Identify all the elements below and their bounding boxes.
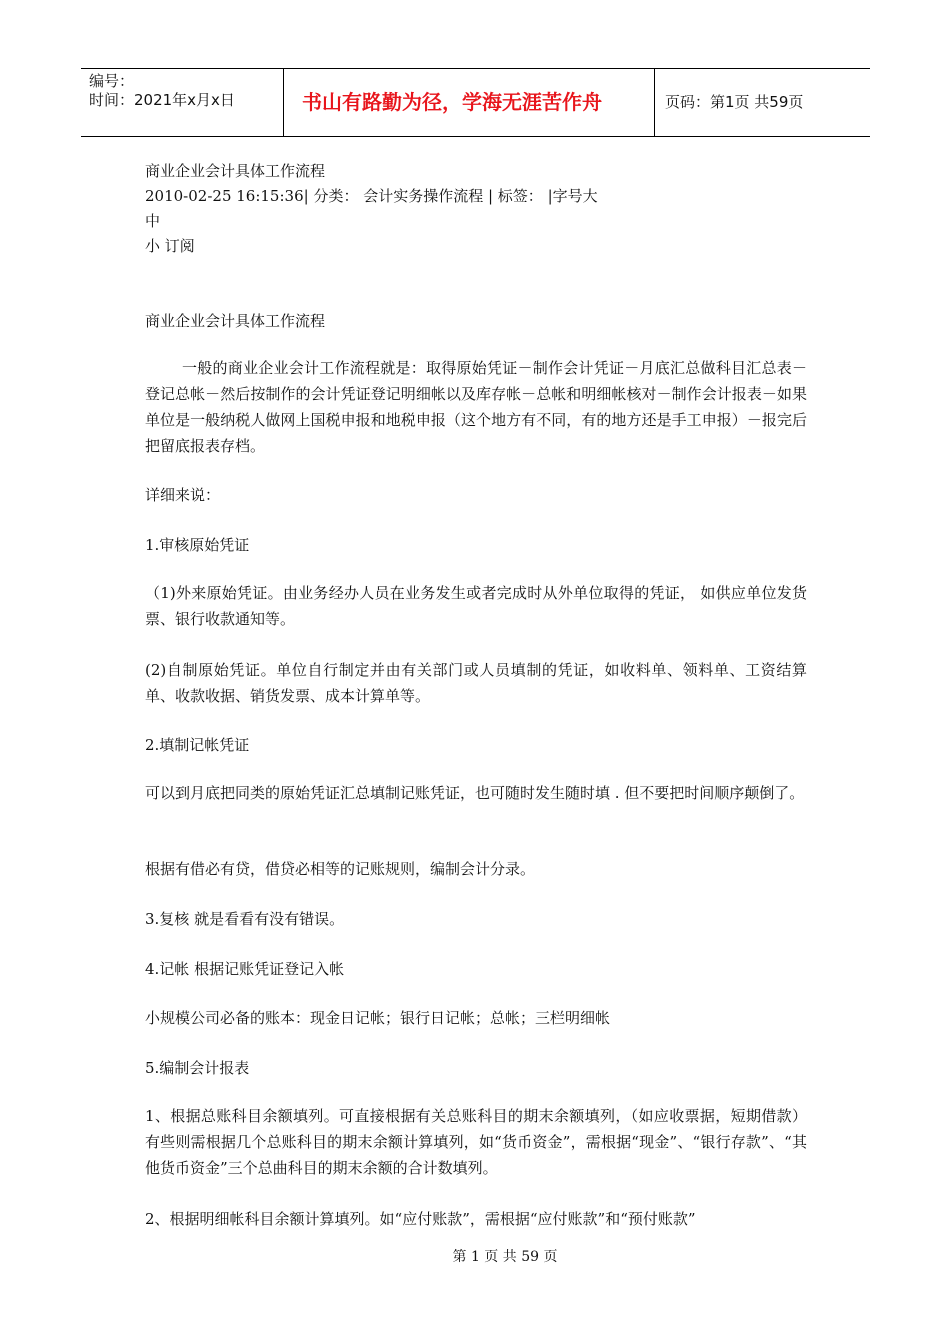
doc-title: 商业企业会计具体工作流程 <box>145 312 326 330</box>
section-2-para-b: 根据有借必有贷，借贷必相等的记账规则，编制会计分录。 <box>145 860 536 878</box>
header-page-info: 页码：第1页 共59页 <box>665 93 804 111</box>
page-header <box>81 68 870 137</box>
doc-meta-line: 2010-02-25 16:15:36| 分类： 会计实务操作流程 | 标签： |字号大 <box>145 187 598 205</box>
section-5-para-b: 2、根据明细帐科目余额计算填列。如“应付账款”，需根据“应付账款”和“预付账款” <box>145 1210 696 1228</box>
section-2-para-a: 可以到月底把同类的原始凭证汇总填制记账凭证，也可随时发生随时填 . 但不要把时间顺序颠倒了。 <box>145 784 805 802</box>
section-1-para-a: （1)外来原始凭证。由业务经办人员在业务发生或者完成时从外单位取得的凭证， 如供应单位发货票、银行收款通知等。 <box>145 584 807 628</box>
doc-meta-line-2: 中 <box>145 212 161 230</box>
section-4-heading: 4.记帐 根据记账凭证登记入帐 <box>145 960 345 978</box>
number-label: 编号： <box>89 72 135 90</box>
header-motto: 书山有路勤为径，学海无涯苦作舟 <box>283 69 655 136</box>
page-footer: 第 1 页 共 59 页 <box>452 1249 558 1265</box>
section-5-heading: 5.编制会计报表 <box>145 1059 250 1077</box>
doc-meta-line-3: 小 订阅 <box>145 237 195 255</box>
time-label: 时间：2021年x月x日 <box>89 91 235 109</box>
section-1-para-b: (2)自制原始凭证。单位自行制定并由有关部门或人员填制的凭证，如收料单、领料单、工资结算单、收款收据、销货发票、成本计算单等。 <box>145 661 807 705</box>
section-1-heading: 1.审核原始凭证 <box>145 536 250 554</box>
section-3-heading: 3.复核 就是看看有没有错误。 <box>145 910 345 928</box>
detail-label: 详细来说： <box>145 486 221 504</box>
intro-paragraph: 一般的商业企业会计工作流程就是：取得原始凭证－制作会计凭证－月底汇总做科目汇总表－登记总帐－然后按制作的会计凭证登记明细帐以及库存帐－总帐和明细帐核对－制作会计报表－如果单位是一般纳税人做网上国税申报和地税申报（这个地方有不同，有的地方还是手工申报）－报完后把留底报表存档。 <box>145 359 807 455</box>
section-4-para-a: 小规模公司必备的账本：现金日记帐；银行日记帐；总帐；三栏明细帐 <box>145 1009 611 1027</box>
header-meta-cell <box>81 69 283 136</box>
section-2-heading: 2.填制记帐凭证 <box>145 736 250 754</box>
section-5-para-a: 1、根据总账科目余额填列。可直接根据有关总账科目的期末余额填列，（如应收票据，短期借款）有些则需根据几个总账科目的期末余额计算填列，如“货币资金”，需根据“现金”、“银行存款”、“其他货币资金”三个总曲科目的期末余额的合计数填列。 <box>145 1107 807 1177</box>
doc-title-top: 商业企业会计具体工作流程 <box>145 162 326 180</box>
